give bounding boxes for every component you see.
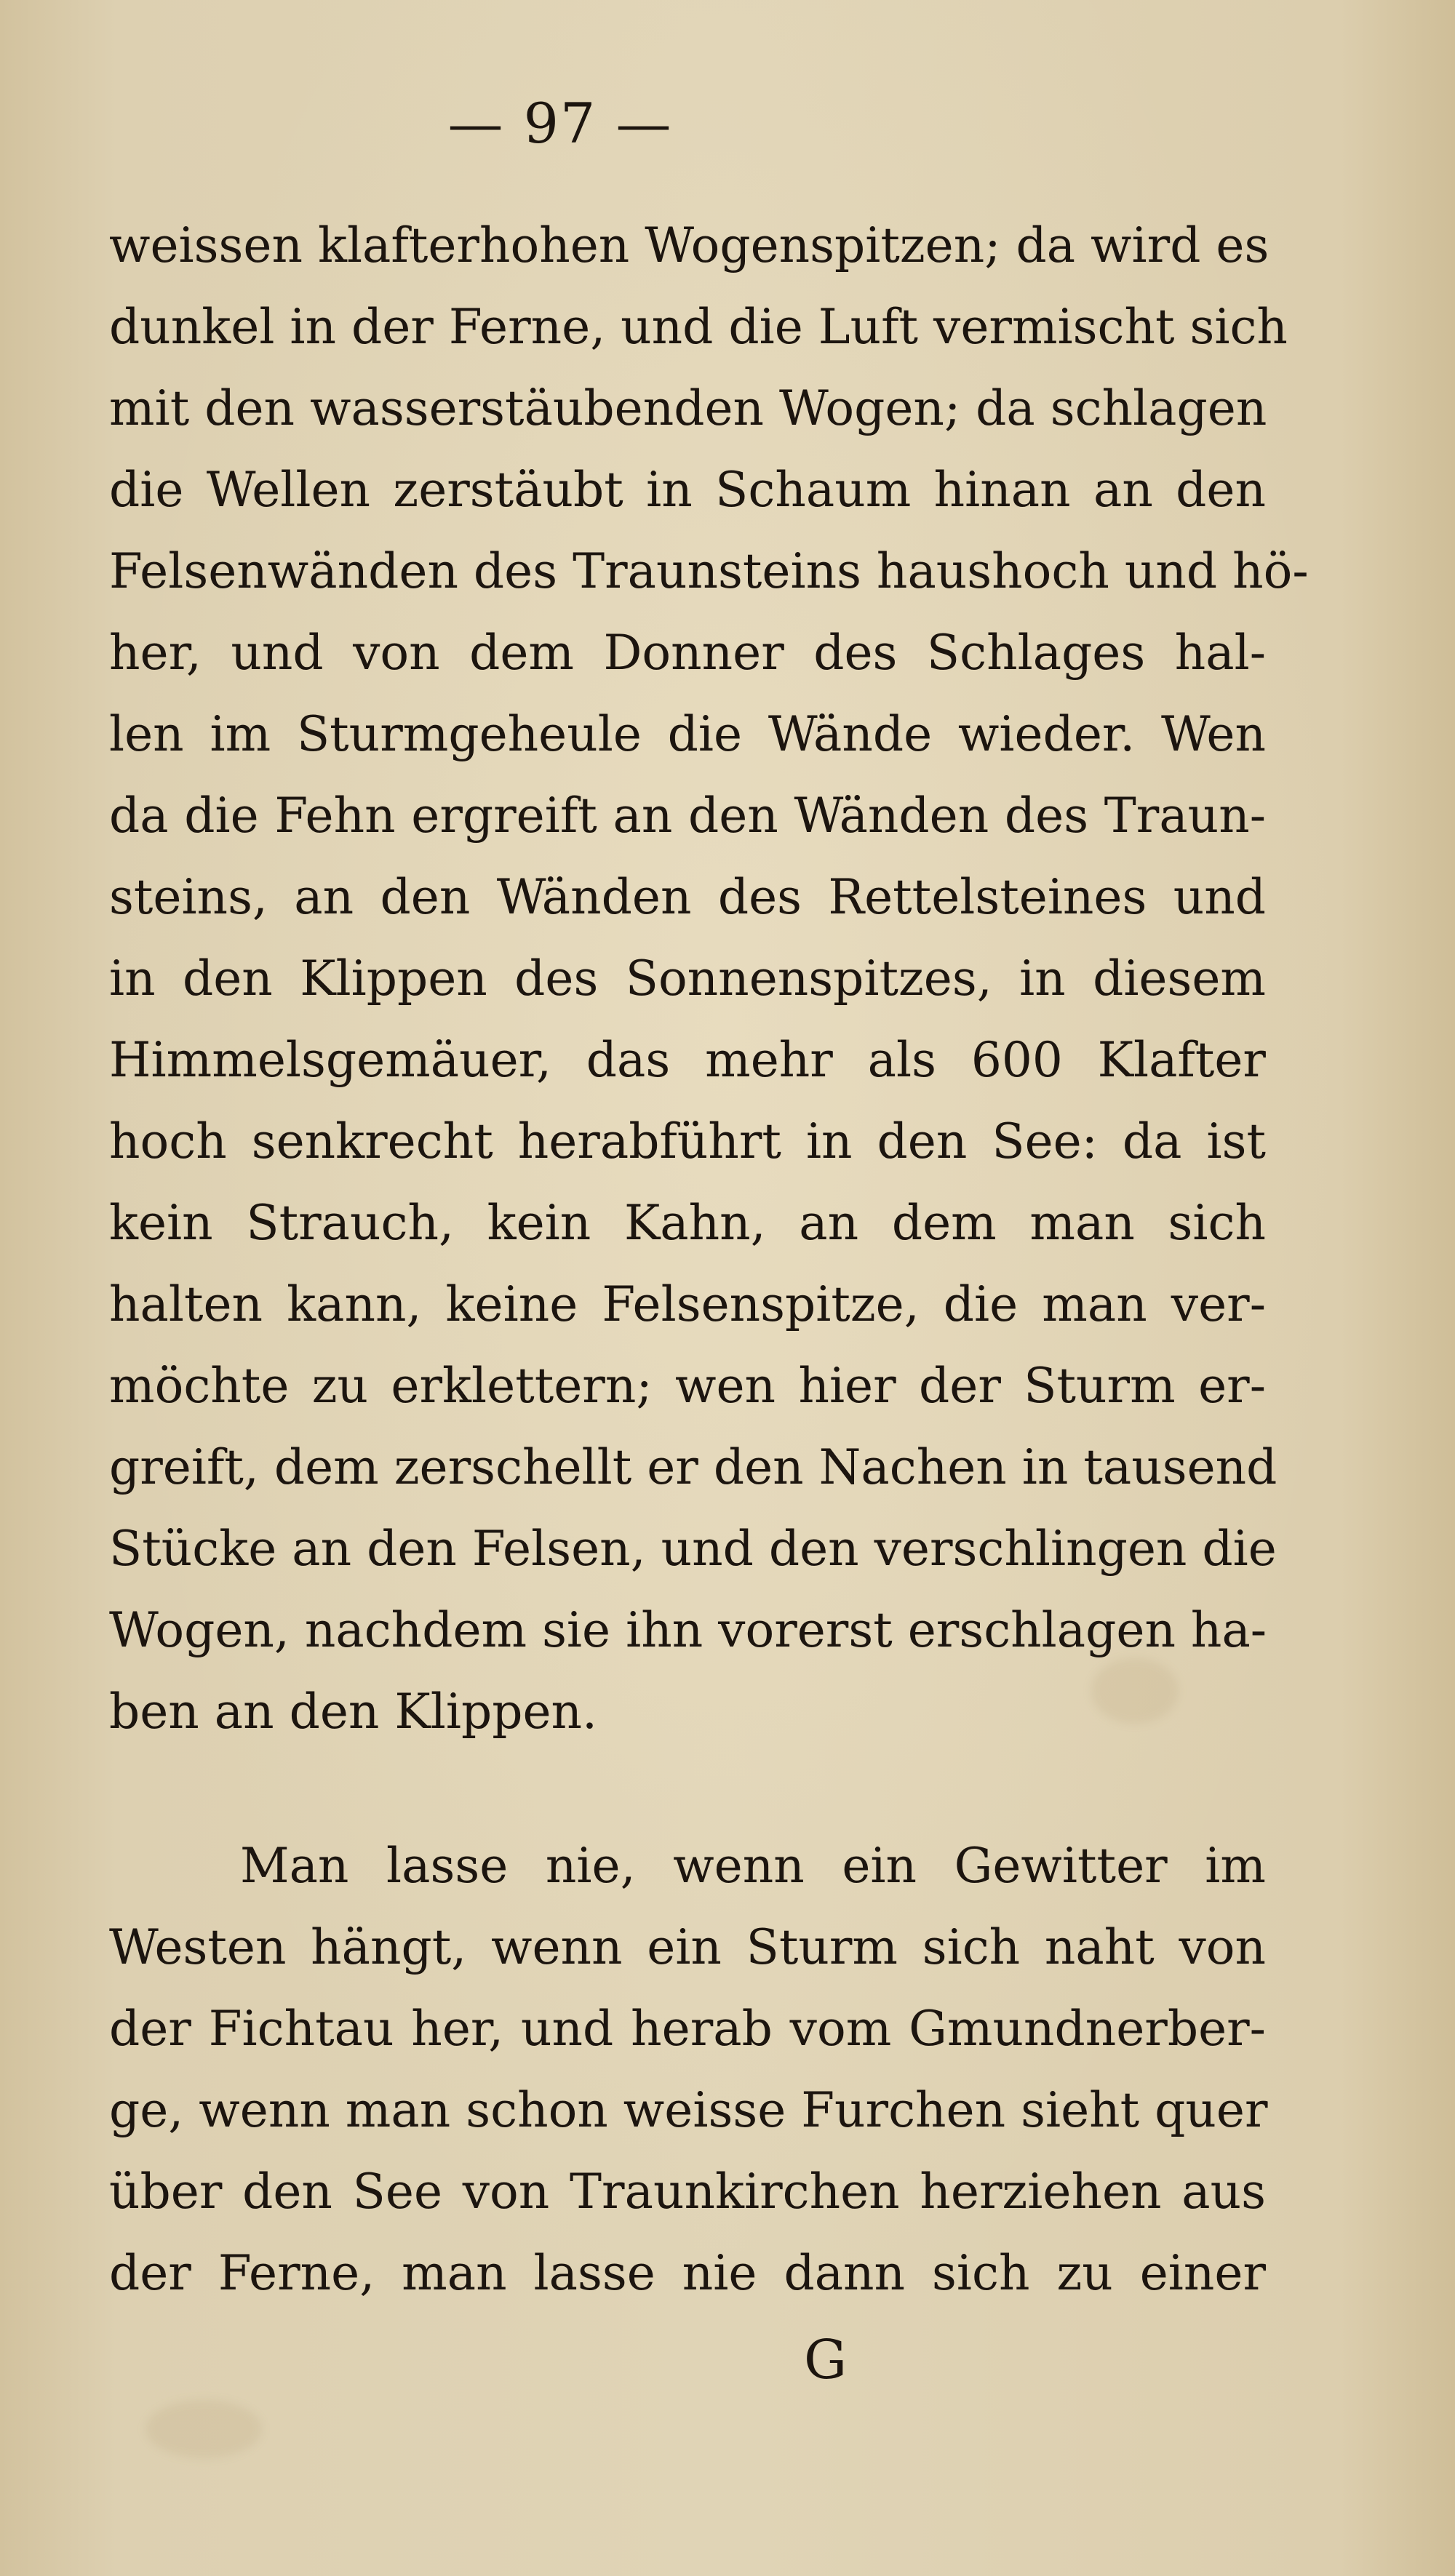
text-line: halten kann, keine Felsenspitze, die man ver- [109,1276,1266,1332]
paragraph-2 [109,1825,1266,2314]
text-line: da die Fehn ergreift an den Wänden des Traun- [109,788,1266,844]
text-line: möchte zu erklettern; wen hier der Sturm er- [109,1358,1266,1414]
text-line: greift, dem zerschellt er den Nachen in tausend [109,1439,1277,1495]
paragraph-1 [109,205,1309,1753]
text-line: der Fichtau her, und herab vom Gmundnerber- [109,2001,1266,2057]
text-line: Himmelsgemäuer, das mehr als 600 Klafter [109,1032,1266,1088]
text-line: her, und von dem Donner des Schlages hal- [109,625,1266,681]
paper-stain [146,2400,262,2458]
text-line: dunkel in der Ferne, und die Luft vermischt sich [109,299,1288,355]
text-line: Stücke an den Felsen, und den verschlingen die [109,1521,1277,1577]
text-line: ben an den Klippen. [109,1684,597,1740]
text-line: mit den wasserstäubenden Wogen; da schlagen [109,380,1267,436]
text-line: steins, an den Wänden des Rettelsteines und [109,869,1266,925]
text-line: Man lasse nie, wenn ein Gewitter im [240,1838,1266,1894]
text-line: der Ferne, man lasse nie dann sich zu einer [109,2245,1266,2301]
text-line: len im Sturmgeheule die Wände wieder. Wen [109,706,1266,762]
text-line: ge, wenn man schon weisse Furchen sieht quer [109,2082,1268,2138]
text-line: weissen klafterhohen Wogenspitzen; da wird es [109,217,1269,273]
text-line: Wogen, nachdem sie ihn vorerst erschlagen ha- [109,1602,1267,1658]
text-line: hoch senkrecht herabführt in den See: da ist [109,1113,1266,1169]
text-line: die Wellen zerstäubt in Schaum hinan an den [109,462,1266,518]
text-line: Felsenwänden des Traunsteins haushoch und hö- [109,543,1309,599]
page-number: — 97 — [447,91,673,156]
text-line: Westen hängt, wenn ein Sturm sich naht von [109,1919,1266,1975]
text-line: in den Klippen des Sonnenspitzes, in diesem [109,951,1266,1007]
text-line: über den See von Traunkirchen herziehen aus [109,2164,1266,2220]
signature-mark: G [804,2329,848,2391]
text-line: kein Strauch, kein Kahn, an dem man sich [109,1195,1266,1251]
